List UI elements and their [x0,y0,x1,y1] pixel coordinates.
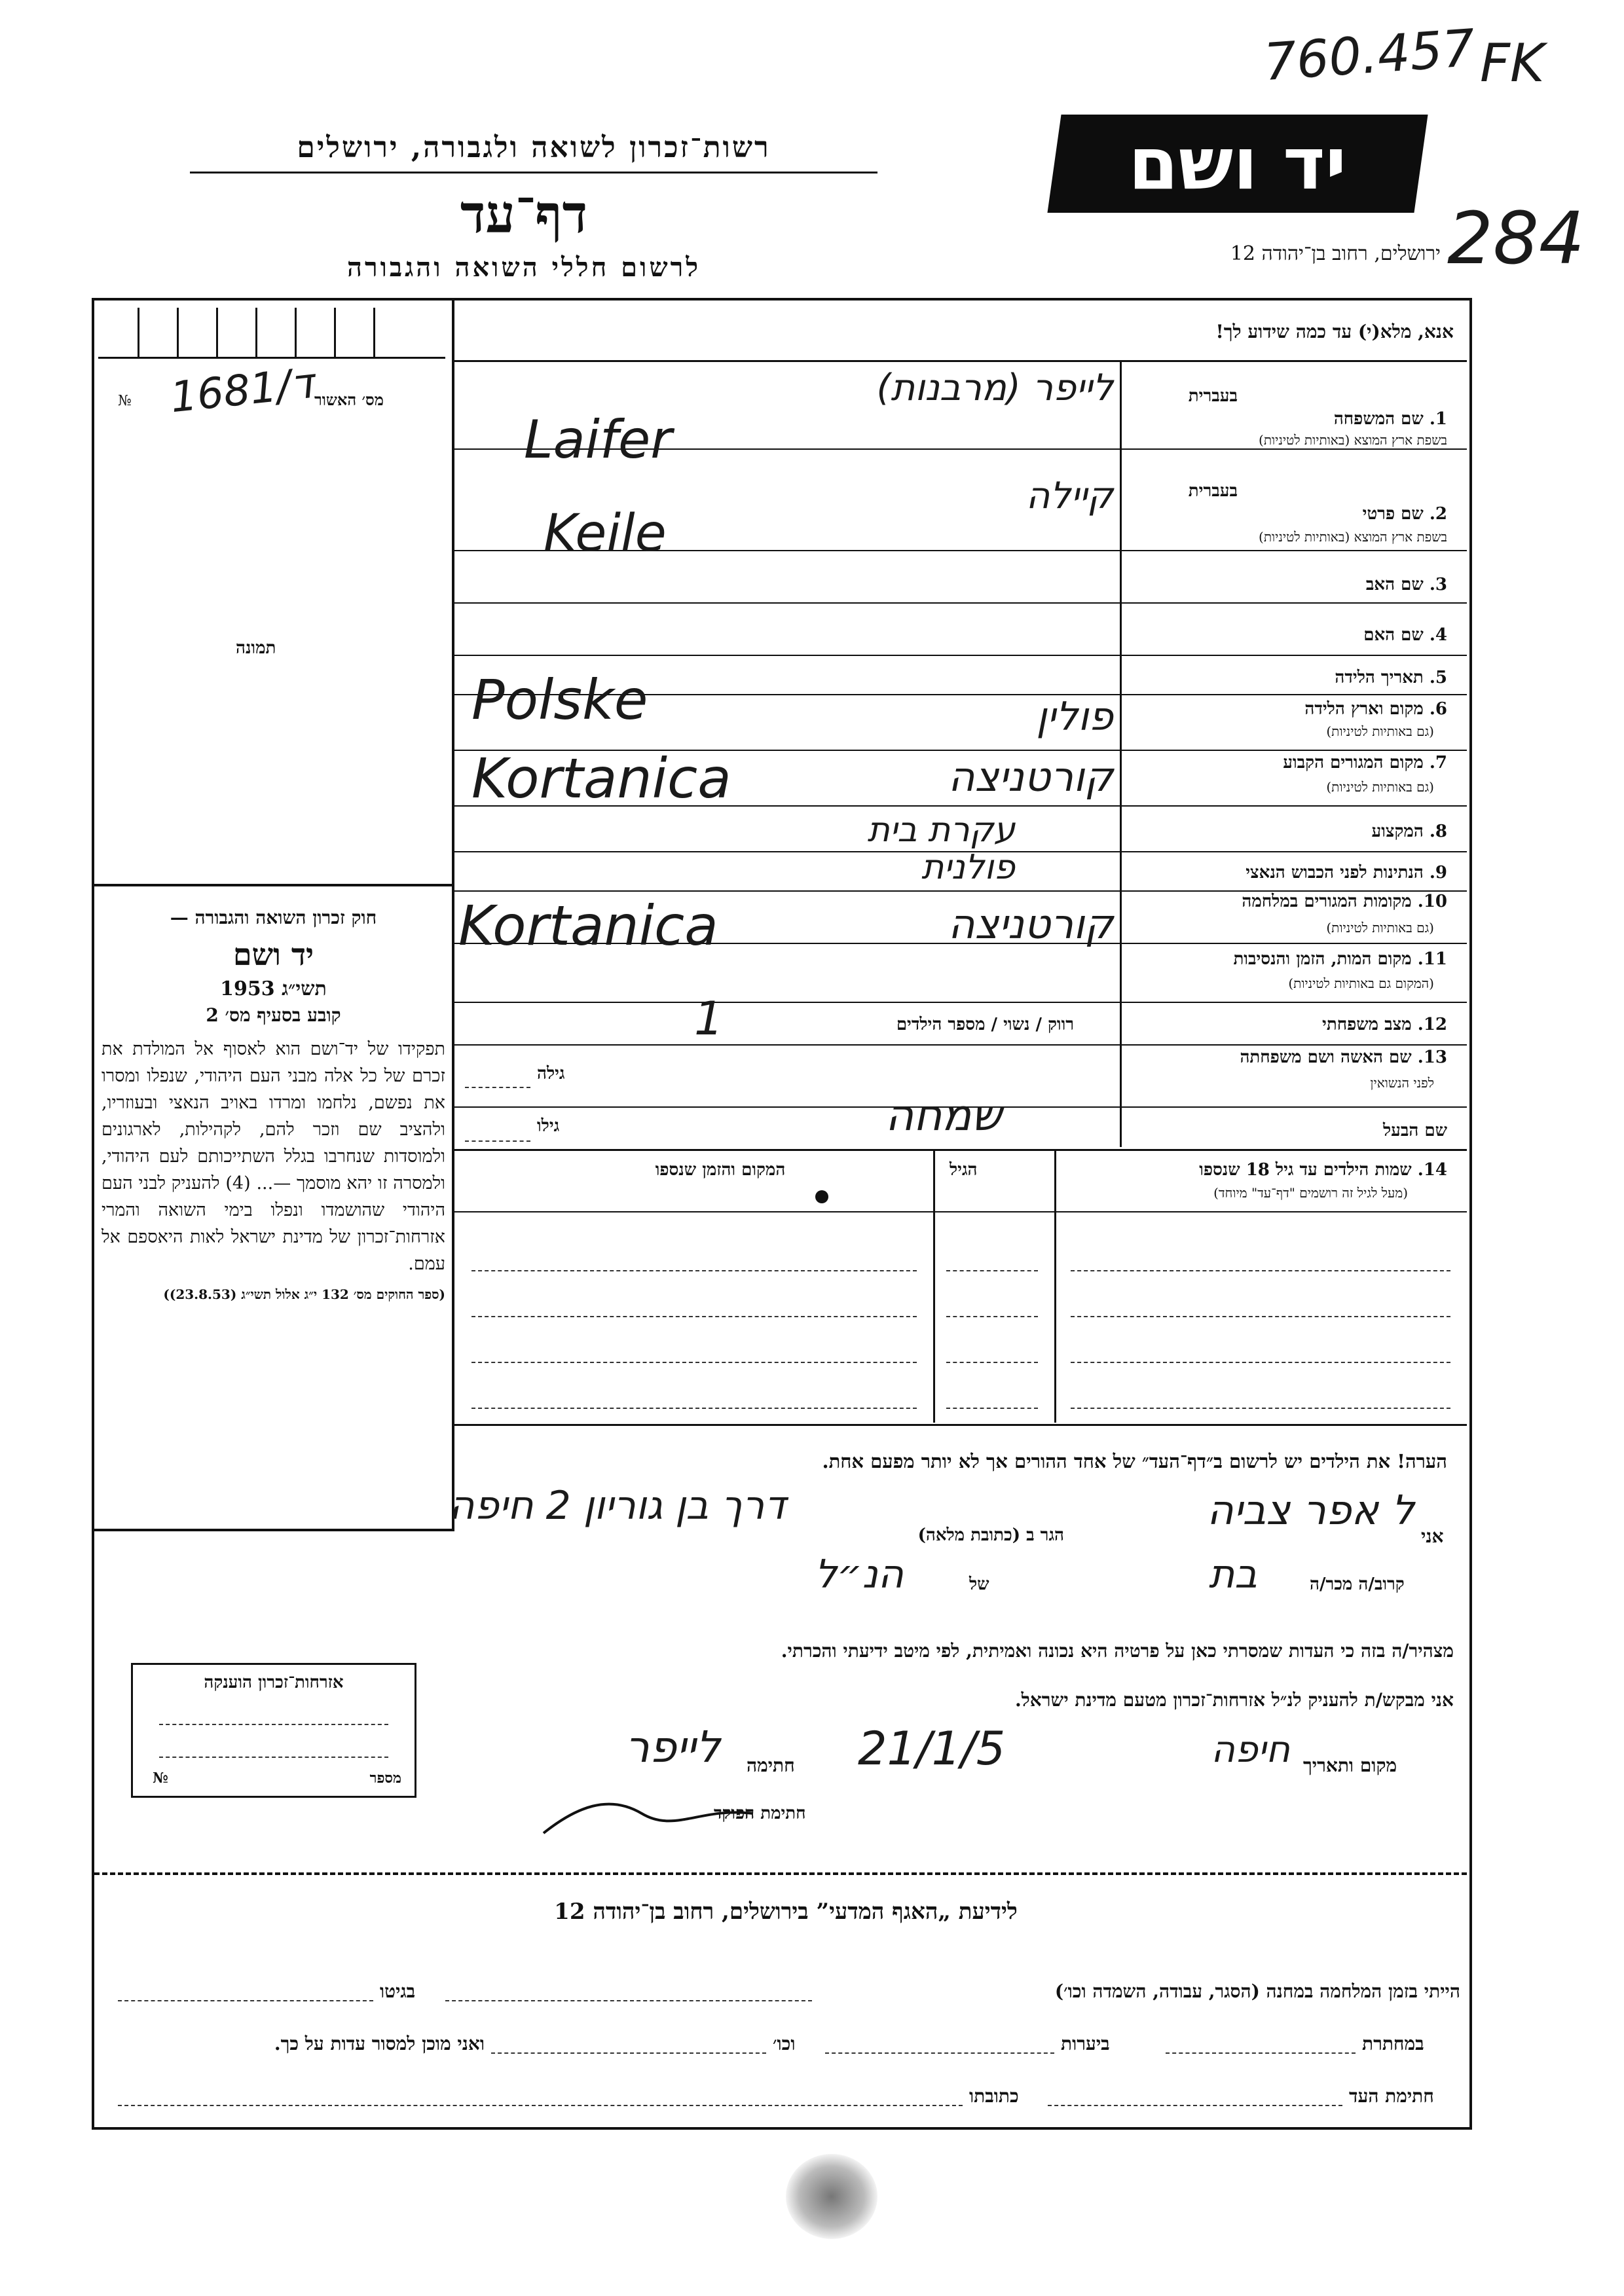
field-11-sub: (המקום גם באותיות לטיניות) [1288,975,1434,991]
citizenship-box [131,1663,416,1798]
form-subtitle: לרשום חללי השואה והגבורה [346,252,701,283]
left-col-bottom [94,1529,454,1531]
children-col-age: הגיל [950,1160,978,1180]
bottom-line1-a: הייתי בזמן המלחמה במחנה (הסגר, עבודה, השמדה וכו׳) [1054,1980,1460,2002]
declarant-of-value: הנ״ל [815,1552,904,1597]
field-10-sub: (גם באותיות לטיניות) [1326,920,1434,936]
approval-value: 1681/ד [168,359,316,423]
bottom-line2-a: במחתרת [1362,2033,1424,2054]
photo-label: תמונה [236,638,276,658]
law-year: תשי״ג 1953 [220,977,327,1000]
field-2-label: 2. שם פרטי [1362,504,1447,524]
field-6-sub: (גם באותיות לטיניות) [1326,723,1434,739]
field-13-sub: לפני הנשואין [1370,1075,1434,1091]
field-7-value-heb: קורטניצה [948,753,1113,801]
law-ref: (ספר החוקים מס׳ 132 י״ג אלול תשי״ג (23.8.53)) [163,1286,445,1302]
right-col-divider [1120,361,1122,1147]
place-date-label: מקום ותאריך [1303,1755,1397,1776]
dashed-separator [94,1872,1467,1875]
signature-label: חתימה [747,1755,795,1776]
children-col-divider-1 [1054,1151,1056,1423]
request: אני מבקש/ת להעניק לנ״ל אזרחות־זכרון מטעם מדינת ישראל. [1014,1689,1454,1711]
field-6-value-lat: Polske [471,668,648,732]
field-1-label: 1. שם המשפחה [1333,409,1447,429]
form-title: דף־עד [460,183,588,245]
approval-ticks [98,308,445,359]
citizenship-number-label: מספר [369,1770,401,1787]
bottom-line2-b: ביערות [1061,2033,1110,2054]
field-1-heb-tag: בעברית [1188,386,1238,406]
declarant-relation-value: בת [1208,1552,1257,1597]
logo-text: יד ושם [1128,122,1347,206]
bottom-title: לידיעת „האגף המדעי” בירושלים, רחוב בן־יהודה 12 [554,1899,1018,1925]
field-2-value-heb: קיילה [1025,475,1113,517]
logo [1047,115,1428,213]
approval-label: מס׳ האשור [314,390,384,409]
intro-line [454,360,1467,362]
field-6-value-heb: פולין [1036,694,1113,740]
field-2-heb-tag: בעברית [1188,481,1238,501]
archive-corner-mark: FK [1480,33,1545,94]
children-col-place: המקום והזמן שנספו [655,1160,786,1180]
field-5-label: 5. תאריך הלידה [1335,668,1447,687]
law-title: חוק זכרון השואה והגבורה — [170,907,377,928]
field-12-mark: 1 [694,992,724,1046]
field-11-label: 11. מקום המות, הזמן והנסיבות [1233,949,1447,969]
field-8-label: 8. המקצוע [1371,822,1447,841]
declarant-relation-label: קרוב/ה מכר/ה [1310,1575,1405,1594]
place-value: חיפה [1211,1728,1290,1771]
law-section: קובע בסעיף מס׳ 2 [206,1004,341,1026]
declarant-prefix: אני [1421,1525,1444,1547]
declarant-name: ל אפר צביה [1207,1486,1414,1534]
husband-label: שם הבעל [1382,1121,1447,1140]
field-12-label: 12. מצב משפחתי [1322,1015,1447,1034]
children-dot [815,1190,828,1203]
left-col-divider [452,301,454,1531]
archive-number: 760.457 [1262,18,1477,93]
citizenship-title: אזרחות־זכרון הוענקה [204,1673,344,1692]
field-13-label: 13. שם האשה ושם משפחתה [1240,1048,1447,1067]
citizenship-no-sign: № [153,1770,168,1787]
bottom-line1-b: בגיטו [380,1980,416,2002]
law-body: תפקידו של יד־ושם הוא לאסוף אל המולדת את זכרם של כל אלה מבני העם היהודי, שנפלו ומסרו את נפשם, נלחמו ומרדו באויב הנאצי ובעוזריו, ולהציב שם וזכר להם, לקהילות, לארגונים ולמוסדות שנחרבו בגלל השתייכותם לעם היהודי, ולמסרה זו יהא מוסמך —... (4) להעניק לבני העם היהודי שהושמדו ונפלו בימי השואה והמרי אזרחות־זכרון של מדינת ישראל לאות היאספם אל עמם. [101,1039,445,1274]
field-4-label: 4. שם האם [1363,625,1447,645]
intro-text: אנא, מלא(י) עד כמה שידוע לך! [1215,321,1454,342]
note: הערה! את הילדים יש לרשום ב״דף־העד״ של אחד ההורים אך לא יותר מפעם אחת. [822,1450,1447,1472]
bottom-line3-a: חתימת העד [1349,2085,1434,2107]
field-7-value-lat: Kortanica [471,746,731,811]
field-2-value-lat: Keile [544,504,667,563]
archive-page-number: 284 [1447,196,1585,280]
declarant-of-label: של [969,1575,989,1594]
field-12-value: רווק / נשוי / מספר הילדים [896,1015,1074,1034]
declarant-address-value: דרך בן גוריון 2 חיפה [449,1483,786,1529]
field-6-label: 6. מקום וארץ הלידה [1304,699,1447,719]
bottom-line2-c: וכו׳ [773,2033,796,2054]
law-name: יד ושם [232,937,314,972]
field-9-value-heb: פולנית [921,848,1015,887]
authority-underline [190,172,877,173]
field-10-value-lat: Kortanica [458,894,718,958]
field-3-label: 3. שם האב [1365,575,1447,594]
scan-smudge [786,2154,877,2239]
husband-value: שמחה [885,1090,1002,1140]
husband-age-label: גילו [537,1116,560,1136]
declaration: מצהיר/ה בזה כי העדות שמסרתי כאן על פרטיה היא נכונה ואמיתית, לפי מיטב ידיעתי והכרתי. [781,1640,1454,1662]
authority-name: רשות־זכרון לשואה ולגבורה, ירושלים [297,131,771,164]
field-1-value-heb: לייפר (מרבנות) [876,367,1113,409]
field-8-value-heb: עקרת בית [867,811,1015,850]
field-10-label: 10. מקומות המגורים במלחמה [1242,892,1447,911]
date-value: 21/1/5 [858,1722,1006,1776]
field-13-age-label: גילה [537,1064,565,1084]
bottom-line2-d: ואני מוכן למסור עדות על כך. [274,2033,485,2054]
law-box [101,907,445,1303]
officer-signature [537,1768,760,1846]
children-col-divider-2 [933,1151,935,1423]
field-1-sub: בשפת ארץ המוצא (באותיות לטיניות) [1259,432,1447,448]
bottom-line3-b: כתובתו [969,2085,1019,2107]
field-1-value-lat: Laifer [524,409,673,470]
children-sub: (מעל לגיל זה רושמים "דף־עד" מיוחד) [1213,1185,1408,1201]
approval-no-sign: № [118,393,132,409]
field-7-sub: (גם באותיות לטיניות) [1326,779,1434,795]
left-col-split [94,884,454,886]
officer-label: חתימת הפוקד [714,1804,806,1823]
header-address: ירושלים, רחוב בן־יהודה 12 [1230,242,1441,265]
declarant-address-label: הגר ב (כתובת מלאה) [917,1525,1064,1545]
children-label: 14. שמות הילדים עד גיל 18 שנספו [1199,1160,1447,1180]
field-7-label: 7. מקום המגורים הקבוע [1283,753,1447,773]
field-10-value-heb: קורטניצה [948,900,1113,948]
field-9-label: 9. הנתינות לפני הכבוש הנאצי [1246,863,1447,883]
signature-value: לייפר [625,1722,720,1772]
field-2-sub: בשפת ארץ המוצא (באותיות לטיניות) [1259,529,1447,545]
